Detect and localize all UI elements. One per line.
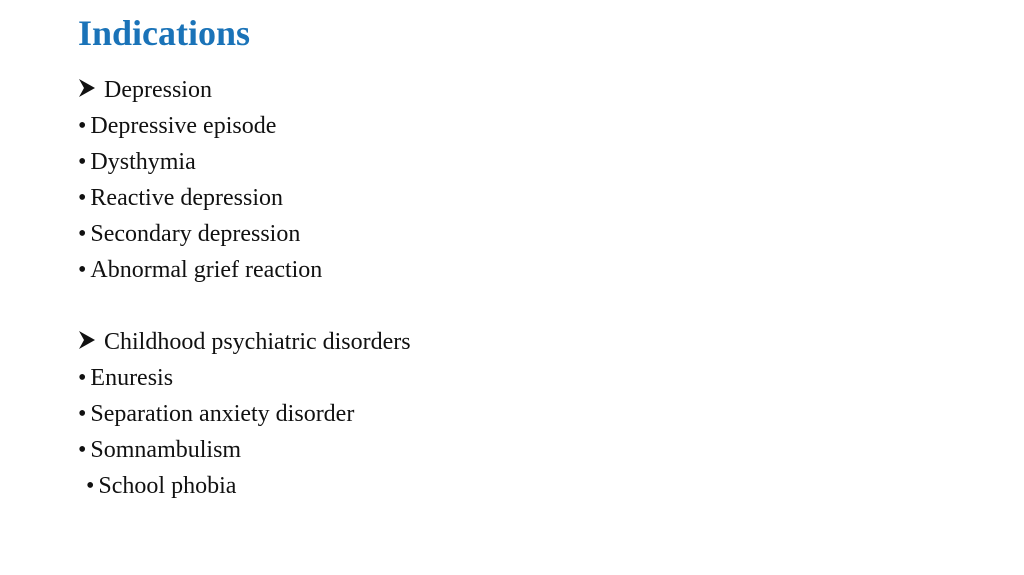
group-heading-label: Childhood psychiatric disorders [104, 329, 411, 355]
bullet-icon: • [78, 257, 87, 283]
list-item-label: Somnambulism [90, 437, 242, 463]
list-item-label: Enuresis [90, 365, 174, 391]
group-heading-label: Depression [104, 77, 212, 103]
list-item-label: Abnormal grief reaction [90, 257, 323, 283]
arrowhead-bullet-icon [78, 73, 96, 93]
bullet-icon: • [78, 365, 87, 391]
list-item [78, 180, 978, 216]
arrowhead-bullet-icon [78, 325, 96, 345]
list-item-label: Secondary depression [90, 221, 301, 247]
bullet-icon: • [86, 473, 95, 499]
bullet-icon: • [78, 185, 87, 211]
list-item [78, 396, 978, 432]
list-item-label: Reactive depression [90, 185, 284, 211]
list-item [78, 108, 978, 144]
group-heading-childhood-disorders [78, 324, 978, 360]
list-item-label: Depressive episode [90, 113, 277, 139]
bullet-icon: • [78, 113, 87, 139]
bullet-icon: • [78, 401, 87, 427]
slide-title: Indications [78, 13, 251, 53]
group-heading-depression [78, 72, 978, 108]
list-item [78, 252, 978, 288]
list-item-label: Dysthymia [90, 149, 196, 175]
bullet-icon: • [78, 437, 87, 463]
list-item [78, 432, 978, 468]
bullet-icon: • [78, 221, 87, 247]
list-item [78, 360, 978, 396]
list-item-label: School phobia [98, 473, 237, 499]
group-spacer [78, 288, 978, 324]
list-item-label: Separation anxiety disorder [90, 401, 355, 427]
list-item [78, 144, 978, 180]
list-item [78, 216, 978, 252]
indications-list [78, 72, 978, 504]
bullet-icon: • [78, 149, 87, 175]
list-item [78, 468, 978, 504]
